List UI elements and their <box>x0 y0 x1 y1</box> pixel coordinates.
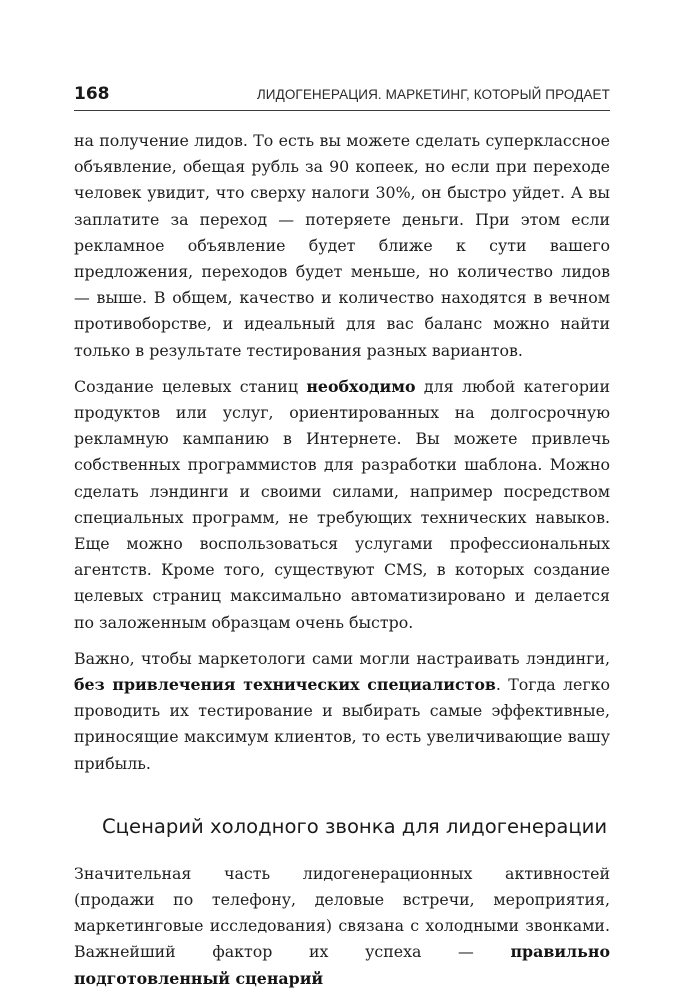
paragraph-4-emphasis: правильно подготовленный сценарий <box>74 942 610 988</box>
paragraph-4-text-start: Значительная часть лидогенерационных активностей (продажи по телефону, деловые встречи, мероприятия, маркетинговые исследования) связана с холодными звонками. Важнейший фактор их успеха — <box>74 863 610 962</box>
paragraph-3-text-start: Важно, чтобы маркетологи сами могли настраивать лэндинги, <box>74 648 610 668</box>
paragraph-2-emphasis: необходимо <box>306 376 416 396</box>
body-text <box>74 128 610 992</box>
paragraph-2-text-end: для любой категории продуктов или услуг, ориентированных на долгосрочную рекламную кампанию в Интернете. Вы можете привлечь собственных программистов для разработки шаблона. Можно сделать лэндинги и своими силами, например посредством специальных программ, не требующих технических навыков. Еще можно воспользоваться услугами профессиональных агентств. Кроме того, существуют CMS, в которых создание целевых страниц максимально автоматизировано и делается по заложенным образцам очень быстро. <box>74 376 610 632</box>
paragraph-1-text: на получение лидов. То есть вы можете сделать суперклассное объявление, обещая рубль за 90 копеек, но если при переходе человек увидит, что сверху налоги 30%, он быстро уйдет. А вы заплатите за переход — потеряете деньги. При этом если рекламное объявление будет ближе к сути вашего предложения, переходов будет меньше, но количество лидов — выше. В общем, качество и количество находятся в вечном противоборстве, и идеальный для вас баланс можно найти только в результате тестирования разных вариантов. <box>74 131 610 360</box>
paragraph-1 <box>74 128 610 364</box>
paragraph-2 <box>74 374 610 636</box>
section-heading: Сценарий холодного звонка для лидогенерации <box>102 814 608 838</box>
running-title: ЛИДОГЕНЕРАЦИЯ. МАРКЕТИНГ, КОТОРЫЙ ПРОДАЕТ <box>256 87 610 102</box>
paragraph-2-text-start: Создание целевых станиц <box>74 376 307 396</box>
paragraph-3 <box>74 646 610 777</box>
paragraph-4 <box>74 861 610 992</box>
running-header <box>74 80 610 111</box>
paragraph-3-emphasis: без привлечения технических специалистов <box>74 675 496 695</box>
paragraph-3-text-end: . Тогда легко проводить их тестирование и выбирать самые эффективные, приносящие максимум клиентов, то есть увеличивающие вашу прибыль. <box>74 675 611 773</box>
page-number: 168 <box>74 84 110 104</box>
